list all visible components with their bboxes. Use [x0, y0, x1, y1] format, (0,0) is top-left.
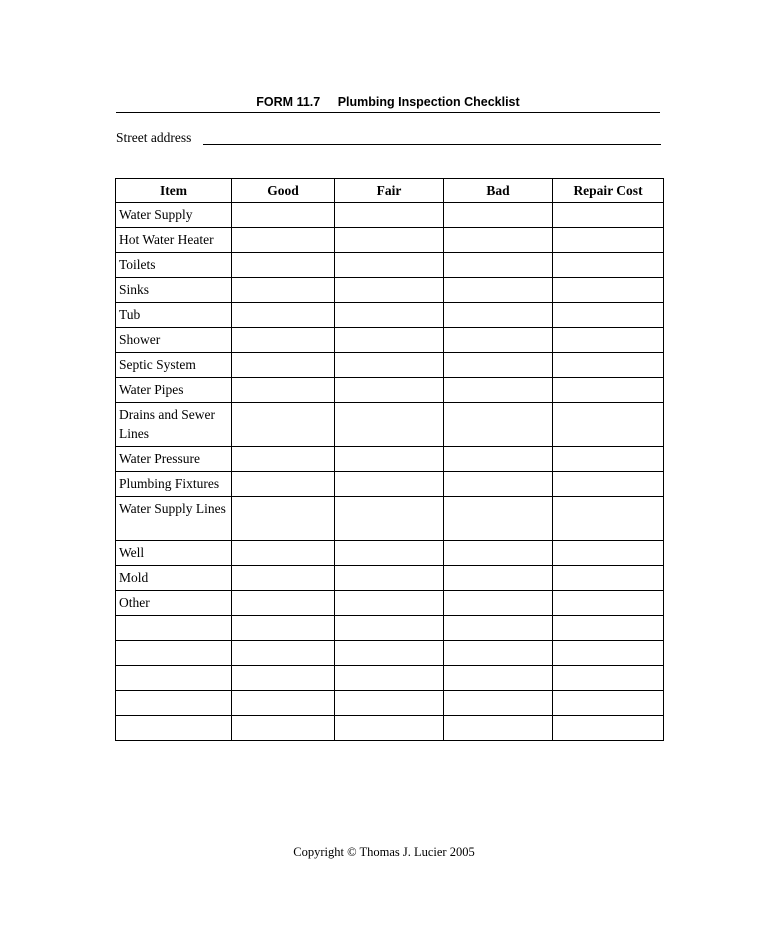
repair-cost-cell[interactable] [553, 497, 664, 541]
fair-cell[interactable] [335, 278, 444, 303]
bad-cell[interactable] [444, 278, 553, 303]
good-cell[interactable] [232, 541, 335, 566]
header-good: Good [232, 179, 335, 203]
inspection-table [115, 178, 664, 741]
street-address-field[interactable] [203, 144, 661, 145]
item-cell [116, 691, 232, 716]
good-cell[interactable] [232, 203, 335, 228]
fair-cell[interactable] [335, 378, 444, 403]
header-bad: Bad [444, 179, 553, 203]
form-title-text: Plumbing Inspection Checklist [337, 95, 520, 109]
bad-cell[interactable] [444, 591, 553, 616]
good-cell[interactable] [232, 566, 335, 591]
table-row [116, 447, 664, 472]
table-row [116, 278, 664, 303]
fair-cell[interactable] [335, 641, 444, 666]
repair-cost-cell[interactable] [553, 203, 664, 228]
table-row [116, 566, 664, 591]
bad-cell[interactable] [444, 691, 553, 716]
bad-cell[interactable] [444, 497, 553, 541]
fair-cell[interactable] [335, 616, 444, 641]
bad-cell[interactable] [444, 303, 553, 328]
table-header-row [116, 179, 664, 203]
bad-cell[interactable] [444, 378, 553, 403]
repair-cost-cell[interactable] [553, 591, 664, 616]
item-cell: Water Supply Lines [116, 497, 232, 541]
bad-cell[interactable] [444, 541, 553, 566]
good-cell[interactable] [232, 716, 335, 741]
fair-cell[interactable] [335, 228, 444, 253]
repair-cost-cell[interactable] [553, 716, 664, 741]
repair-cost-cell[interactable] [553, 691, 664, 716]
fair-cell[interactable] [335, 691, 444, 716]
item-cell: Other [116, 591, 232, 616]
repair-cost-cell[interactable] [553, 472, 664, 497]
good-cell[interactable] [232, 378, 335, 403]
good-cell[interactable] [232, 691, 335, 716]
fair-cell[interactable] [335, 472, 444, 497]
form-title [116, 95, 660, 111]
title-divider [116, 112, 660, 113]
good-cell[interactable] [232, 666, 335, 691]
item-cell: Sinks [116, 278, 232, 303]
table-row [116, 497, 664, 541]
repair-cost-cell[interactable] [553, 666, 664, 691]
bad-cell[interactable] [444, 353, 553, 378]
good-cell[interactable] [232, 472, 335, 497]
good-cell[interactable] [232, 497, 335, 541]
header-item: Item [116, 179, 232, 203]
fair-cell[interactable] [335, 328, 444, 353]
good-cell[interactable] [232, 591, 335, 616]
repair-cost-cell[interactable] [553, 278, 664, 303]
table-row [116, 303, 664, 328]
table-row [116, 228, 664, 253]
item-cell: Septic System [116, 353, 232, 378]
table-row [116, 253, 664, 278]
good-cell[interactable] [232, 403, 335, 447]
table-row [116, 591, 664, 616]
repair-cost-cell[interactable] [553, 353, 664, 378]
bad-cell[interactable] [444, 616, 553, 641]
item-cell: Tub [116, 303, 232, 328]
fair-cell[interactable] [335, 666, 444, 691]
fair-cell[interactable] [335, 716, 444, 741]
fair-cell[interactable] [335, 203, 444, 228]
header-repair-cost: Repair Cost [553, 179, 664, 203]
item-cell [116, 716, 232, 741]
good-cell[interactable] [232, 253, 335, 278]
item-cell: Hot Water Heater [116, 228, 232, 253]
bad-cell[interactable] [444, 253, 553, 278]
bad-cell[interactable] [444, 666, 553, 691]
item-cell: Water Pipes [116, 378, 232, 403]
fair-cell[interactable] [335, 566, 444, 591]
fair-cell[interactable] [335, 403, 444, 447]
repair-cost-cell[interactable] [553, 303, 664, 328]
repair-cost-cell[interactable] [553, 403, 664, 447]
table-row [116, 541, 664, 566]
bad-cell[interactable] [444, 203, 553, 228]
fair-cell[interactable] [335, 497, 444, 541]
item-cell: Water Pressure [116, 447, 232, 472]
item-cell [116, 641, 232, 666]
table-row [116, 403, 664, 447]
item-cell: Toilets [116, 253, 232, 278]
good-cell[interactable] [232, 447, 335, 472]
table-row [116, 716, 664, 741]
form-number: FORM 11.7 [256, 95, 321, 109]
good-cell[interactable] [232, 303, 335, 328]
good-cell[interactable] [232, 328, 335, 353]
bad-cell[interactable] [444, 403, 553, 447]
table-row [116, 616, 664, 641]
table-row [116, 328, 664, 353]
fair-cell[interactable] [335, 591, 444, 616]
repair-cost-cell[interactable] [553, 447, 664, 472]
table-row [116, 666, 664, 691]
item-cell: Mold [116, 566, 232, 591]
good-cell[interactable] [232, 228, 335, 253]
fair-cell[interactable] [335, 541, 444, 566]
repair-cost-cell[interactable] [553, 253, 664, 278]
bad-cell[interactable] [444, 447, 553, 472]
repair-cost-cell[interactable] [553, 541, 664, 566]
fair-cell[interactable] [335, 353, 444, 378]
fair-cell[interactable] [335, 253, 444, 278]
good-cell[interactable] [232, 616, 335, 641]
bad-cell[interactable] [444, 566, 553, 591]
repair-cost-cell[interactable] [553, 378, 664, 403]
table-row [116, 691, 664, 716]
table-row [116, 378, 664, 403]
item-cell: Plumbing Fixtures [116, 472, 232, 497]
bad-cell[interactable] [444, 328, 553, 353]
copyright-notice: Copyright © Thomas J. Lucier 2005 [293, 845, 475, 859]
repair-cost-cell[interactable] [553, 641, 664, 666]
table-row [116, 353, 664, 378]
bad-cell[interactable] [444, 472, 553, 497]
street-address-label: Street address [116, 130, 192, 145]
good-cell[interactable] [232, 641, 335, 666]
repair-cost-cell[interactable] [553, 328, 664, 353]
item-cell [116, 666, 232, 691]
fair-cell[interactable] [335, 447, 444, 472]
table-row [116, 203, 664, 228]
header-fair: Fair [335, 179, 444, 203]
repair-cost-cell[interactable] [553, 566, 664, 591]
repair-cost-cell[interactable] [553, 228, 664, 253]
table-row [116, 472, 664, 497]
item-cell: Well [116, 541, 232, 566]
item-cell [116, 616, 232, 641]
good-cell[interactable] [232, 278, 335, 303]
table-row [116, 641, 664, 666]
item-cell: Shower [116, 328, 232, 353]
bad-cell[interactable] [444, 228, 553, 253]
bad-cell[interactable] [444, 716, 553, 741]
item-cell: Drains and Sewer Lines [116, 403, 232, 447]
item-cell: Water Supply [116, 203, 232, 228]
fair-cell[interactable] [335, 303, 444, 328]
good-cell[interactable] [232, 353, 335, 378]
bad-cell[interactable] [444, 641, 553, 666]
repair-cost-cell[interactable] [553, 616, 664, 641]
